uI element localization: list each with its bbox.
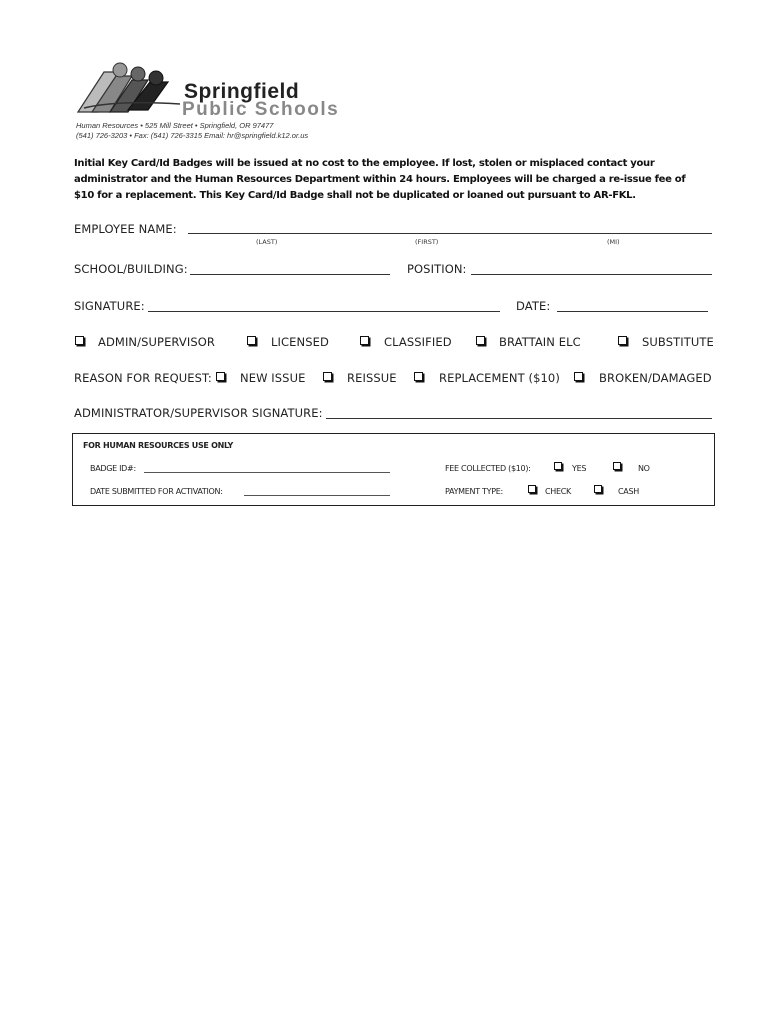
- signature-label: SIGNATURE:: [74, 299, 145, 313]
- payment-cash-label: CASH: [618, 487, 639, 496]
- brattain-elc-checkbox[interactable]: [476, 336, 485, 345]
- district-logo: [76, 62, 358, 120]
- intro-line-2: administrator and the Human Resources Department within 24 hours. Employees will be charged a re-issue fee of: [74, 174, 686, 185]
- broken-damaged-checkbox[interactable]: [574, 372, 583, 381]
- payment-cash-checkbox[interactable]: [594, 485, 602, 493]
- date-label: DATE:: [516, 299, 551, 313]
- fee-yes-checkbox[interactable]: [554, 462, 562, 470]
- date-submitted-label: DATE SUBMITTED FOR ACTIVATION:: [90, 487, 223, 496]
- admin-signature-label: ADMINISTRATOR/SUPERVISOR SIGNATURE:: [74, 406, 323, 420]
- logo-figures-icon: [76, 62, 186, 120]
- fee-collected-label: FEE COLLECTED ($10):: [445, 464, 531, 473]
- hr-box-title: FOR HUMAN RESOURCES USE ONLY: [83, 441, 234, 450]
- substitute-checkbox[interactable]: [618, 336, 627, 345]
- address-line: Human Resources • 525 Mill Street • Springfield, OR 97477: [76, 121, 274, 130]
- classified-checkbox[interactable]: [360, 336, 369, 345]
- logo-name: Springfield: [184, 80, 300, 103]
- school-building-label: SCHOOL/BUILDING:: [74, 262, 188, 276]
- reissue-label: REISSUE: [347, 371, 397, 385]
- intro-line-1: Initial Key Card/Id Badges will be issued at no cost to the employee. If lost, stolen or misplaced contact your: [74, 158, 655, 169]
- fee-no-label: NO: [638, 464, 650, 473]
- brattain-elc-label: BRATTAIN ELC: [499, 335, 581, 349]
- intro-line-3: $10 for a replacement. This Key Card/Id Badge shall not be duplicated or loaned out pursuant to AR-FKL.: [74, 190, 636, 201]
- middle-initial-caption: (MI): [607, 238, 620, 246]
- first-name-caption: (FIRST): [415, 238, 439, 246]
- admin-supervisor-label: ADMIN/SUPERVISOR: [98, 335, 215, 349]
- fee-no-checkbox[interactable]: [613, 462, 621, 470]
- date-submitted-field[interactable]: [244, 495, 390, 496]
- reason-label: REASON FOR REQUEST:: [74, 371, 212, 385]
- position-label: POSITION:: [407, 262, 467, 276]
- payment-check-label: CHECK: [545, 487, 571, 496]
- fee-yes-label: YES: [572, 464, 587, 473]
- classified-label: CLASSIFIED: [384, 335, 452, 349]
- contact-line: (541) 726-3203 • Fax: (541) 726-3315 Email: hr@springfield.k12.or.us: [76, 131, 309, 140]
- hr-use-only-box: [72, 433, 715, 506]
- reissue-checkbox[interactable]: [323, 372, 332, 381]
- replacement-label: REPLACEMENT ($10): [439, 371, 560, 385]
- licensed-checkbox[interactable]: [247, 336, 256, 345]
- new-issue-label: NEW ISSUE: [240, 371, 306, 385]
- intro-paragraph: [74, 156, 714, 204]
- admin-supervisor-checkbox[interactable]: [75, 336, 84, 345]
- admin-signature-field[interactable]: [326, 418, 712, 419]
- badge-id-label: BADGE ID#:: [90, 464, 136, 473]
- logo-subtitle: Public Schools: [182, 99, 340, 120]
- employee-name-field[interactable]: [188, 233, 712, 234]
- broken-damaged-label: BROKEN/DAMAGED: [599, 371, 712, 385]
- position-field[interactable]: [471, 274, 712, 275]
- replacement-checkbox[interactable]: [414, 372, 423, 381]
- employee-name-label: EMPLOYEE NAME:: [74, 222, 177, 236]
- badge-id-field[interactable]: [144, 472, 390, 473]
- licensed-label: LICENSED: [271, 335, 329, 349]
- payment-check-checkbox[interactable]: [528, 485, 536, 493]
- substitute-label: SUBSTITUTE: [642, 335, 714, 349]
- signature-field[interactable]: [148, 311, 500, 312]
- school-building-field[interactable]: [190, 274, 390, 275]
- new-issue-checkbox[interactable]: [216, 372, 225, 381]
- last-name-caption: (LAST): [256, 238, 278, 246]
- date-field[interactable]: [557, 311, 708, 312]
- payment-type-label: PAYMENT TYPE:: [445, 487, 503, 496]
